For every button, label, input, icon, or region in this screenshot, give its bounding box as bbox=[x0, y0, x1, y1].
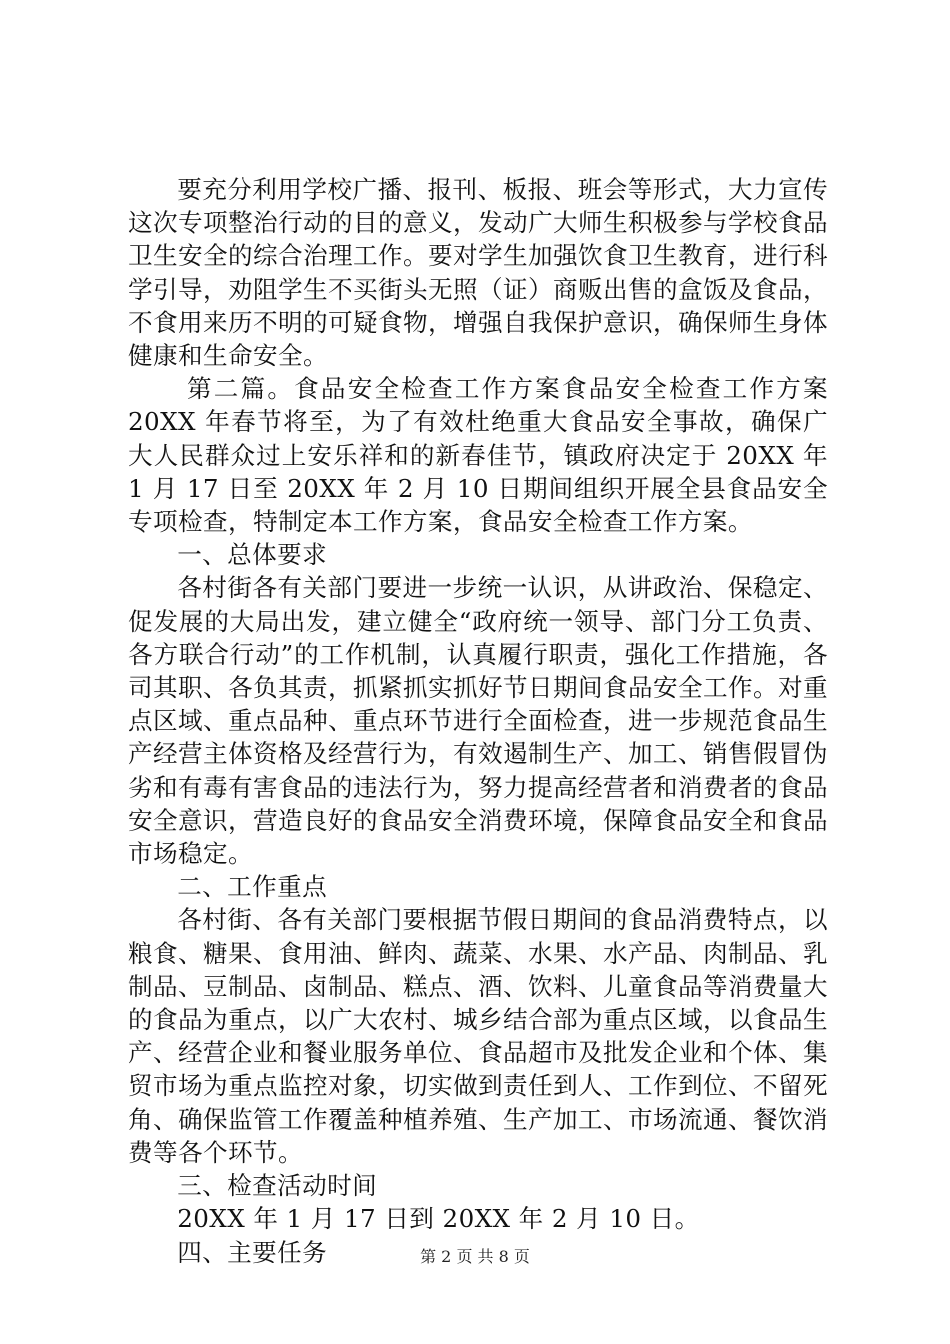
paragraph-section-two-intro: 第二篇。食品安全检查工作方案食品安全检查工作方案 20XX 年春节将至，为了有效杜绝重大食品安全事故，确保广大人民群众过上安乐祥和的新春佳节，镇政府决定于 20XX 年 1 月 17 日至 20XX 年 2 月 10 日期间组织开展全县食品安全专项检查，特制定本工作方案，食品安全检查工作方案。 bbox=[128, 374, 828, 537]
paragraph-publicity: 要充分利用学校广播、报刊、板报、班会等形式，大力宣传这次专项整治行动的目的意义，发动广大师生积极参与学校食品卫生安全的综合治理工作。要对学生加强饮食卫生教育，进行科学引导，劝阻学生不买街头无照（证）商贩出售的盒饭及食品，不食用来历不明的可疑食物，增强自我保护意识，确保师生身体健康和生命安全。 bbox=[128, 175, 828, 371]
paragraph-inspection-time: 20XX 年 1 月 17 日到 20XX 年 2 月 10 日。 bbox=[177, 1204, 700, 1234]
page-number-footer: 第 2 页 共 8 页 bbox=[420, 1247, 530, 1266]
document-body bbox=[128, 173, 828, 1269]
paragraph-general-requirements: 各村街各有关部门要进一步统一认识，从讲政治、保稳定、促发展的大局出发，建立健全“政府统一领导、部门分工负责、各方联合行动”的工作机制，认真履行职责，强化工作措施，各司其职、各负其责，抓紧抓实抓好节日期间食品安全工作。对重点区域、重点品种、重点环节进行全面检查，进一步规范食品生产经营主体资格及经营行为，有效遏制生产、加工、销售假冒伪劣和有毒有害食品的违法行为，努力提高经营者和消费者的食品安全意识，营造良好的食品安全消费环境，保障食品安全和食品市场稳定。 bbox=[128, 573, 828, 869]
paragraph-work-focus: 各村街、各有关部门要根据节假日期间的食品消费特点，以粮食、糖果、食用油、鲜肉、蔬菜、水果、水产品、肉制品、乳制品、豆制品、卤制品、糕点、酒、饮料、儿童食品等消费量大的食品为重点，以广大农村、城乡结合部为重点区域，以食品生产、经营企业和餐业服务单位、食品超市及批发企业和个体、集贸市场为重点监控对象，切实做到责任到人、工作到位、不留死角、确保监管工作覆盖种植养殖、生产加工、市场流通、餐饮消费等各个环节。 bbox=[128, 905, 828, 1167]
heading-general-requirements: 一、总体要求 bbox=[177, 540, 328, 570]
heading-main-tasks: 四、主要任务 bbox=[177, 1237, 328, 1267]
heading-work-focus: 二、工作重点 bbox=[177, 872, 328, 902]
heading-inspection-time: 三、检查活动时间 bbox=[177, 1171, 378, 1201]
